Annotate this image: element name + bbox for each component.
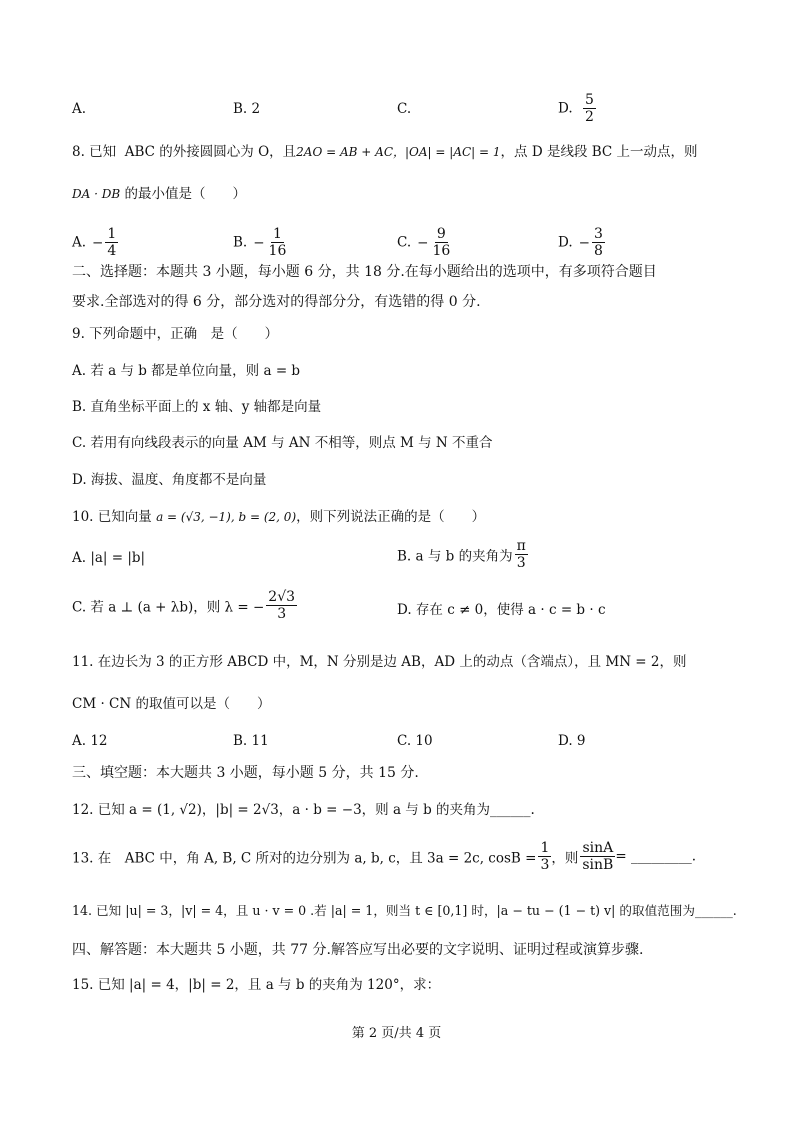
q8-option-b: B. − $\frac{1}{16}$ [233,226,287,259]
q12: 12. 已知 a = (1, √2)，|b| = 2√3，a · b = −3，则 a 与 b 的夹角为______. [72,802,535,818]
q7-option-c: C. [397,101,412,117]
q8-stem-line1: 8. 已知 ABC 的外接圆圆心为 O，且2AO = AB + AC，|OA| = |AC| = 1，点 D 是线段 BC 上一动点，则 [72,144,698,160]
section-3-heading: 三、填空题：本大题共 3 小题，每小题 5 分，共 15 分. [72,765,419,781]
q9-option-d: D. 海拔、温度、角度都不是向量 [72,472,267,488]
q8-option-c: C. − $\frac{9}{16}$ [397,226,451,259]
q10-option-d: D. 存在 c ≠ 0，使得 a · c = b · c [397,602,606,618]
section-2-heading-line2: 要求.全部选对的得 6 分，部分选对的得部分分，有选错的得 0 分. [72,294,481,310]
q8-stem-line2: DA · DB 的最小值是（ ） [72,186,246,202]
q8-option-d: D. − $\frac{3}{8}$ [558,226,603,259]
q11-option-b: B. 11 [233,733,269,749]
q8-option-a: A. − $\frac{1}{4}$ [72,226,117,259]
q13: 13. 在 ABC 中，角 A, B, C 所对的边分别为 a, b, c，且 3a = 2c, cosB = $\frac{1}{3}$ ，则 $\frac{\sin A}{\sin B}$ = _________. [72,840,696,873]
q7-option-d: D. $\frac{5}{2}$ [558,92,594,125]
q11-option-d: D. 9 [558,733,586,749]
q11-stem-line2: CM · CN 的取值可以是（ ） [72,696,271,712]
page-footer: 第 2 页/共 4 页 [351,1026,442,1041]
q9-option-b: B. 直角坐标平面上的 x 轴、y 轴都是向量 [72,399,322,415]
q10-option-c: C. 若 a ⊥ (a + λb)，则 λ = − $\frac{2√3}{3}$ [72,589,296,622]
q14: 14. 已知 |u| = 3，|v| = 4，且 u · v = 0 .若 |a| = 1，则当 t ∈ [0,1] 时，|a − tu − (1 − t) v| 的取值范围为______. [72,903,737,918]
section-4-heading: 四、解答题：本大题共 5 小题，共 77 分.解答应写出必要的文字说明、证明过程或演算步骤. [72,942,644,958]
q15: 15. 已知 |a| = 4，|b| = 2，且 a 与 b 的夹角为 120°，求： [72,977,441,993]
q9-stem: 9. 下列命题中，正确 是（ ） [72,326,279,342]
q11-stem-line1: 11. 在边长为 3 的正方形 ABCD 中，M，N 分别是边 AB，AD 上的动点（含端点），且 MN = 2，则 [72,654,687,670]
q9-option-c: C. 若用有向线段表示的向量 AM 与 AN 不相等，则点 M 与 N 不重合 [72,435,493,451]
q11-option-c: C. 10 [397,733,433,749]
section-2-heading-line1: 二、选择题：本题共 3 小题，每小题 6 分，共 18 分.在每小题给出的选项中，有多项符合题目 [72,264,657,280]
q10-option-a: A. |a| = |b| [72,550,146,566]
q10-stem: 10. 已知向量 a = (√3, −1), b = (2, 0)，则下列说法正确的是（ ） [72,509,486,525]
q7-option-a: A. [72,101,87,117]
q11-option-a: A. 12 [72,733,108,749]
q10-option-b: B. a 与 b 的夹角为 $\frac{\pi}{3}$ [397,538,526,571]
q7-option-b: B. 2 [233,101,261,117]
q9-option-a: A. 若 a 与 b 都是单位向量，则 a = b [72,363,301,379]
